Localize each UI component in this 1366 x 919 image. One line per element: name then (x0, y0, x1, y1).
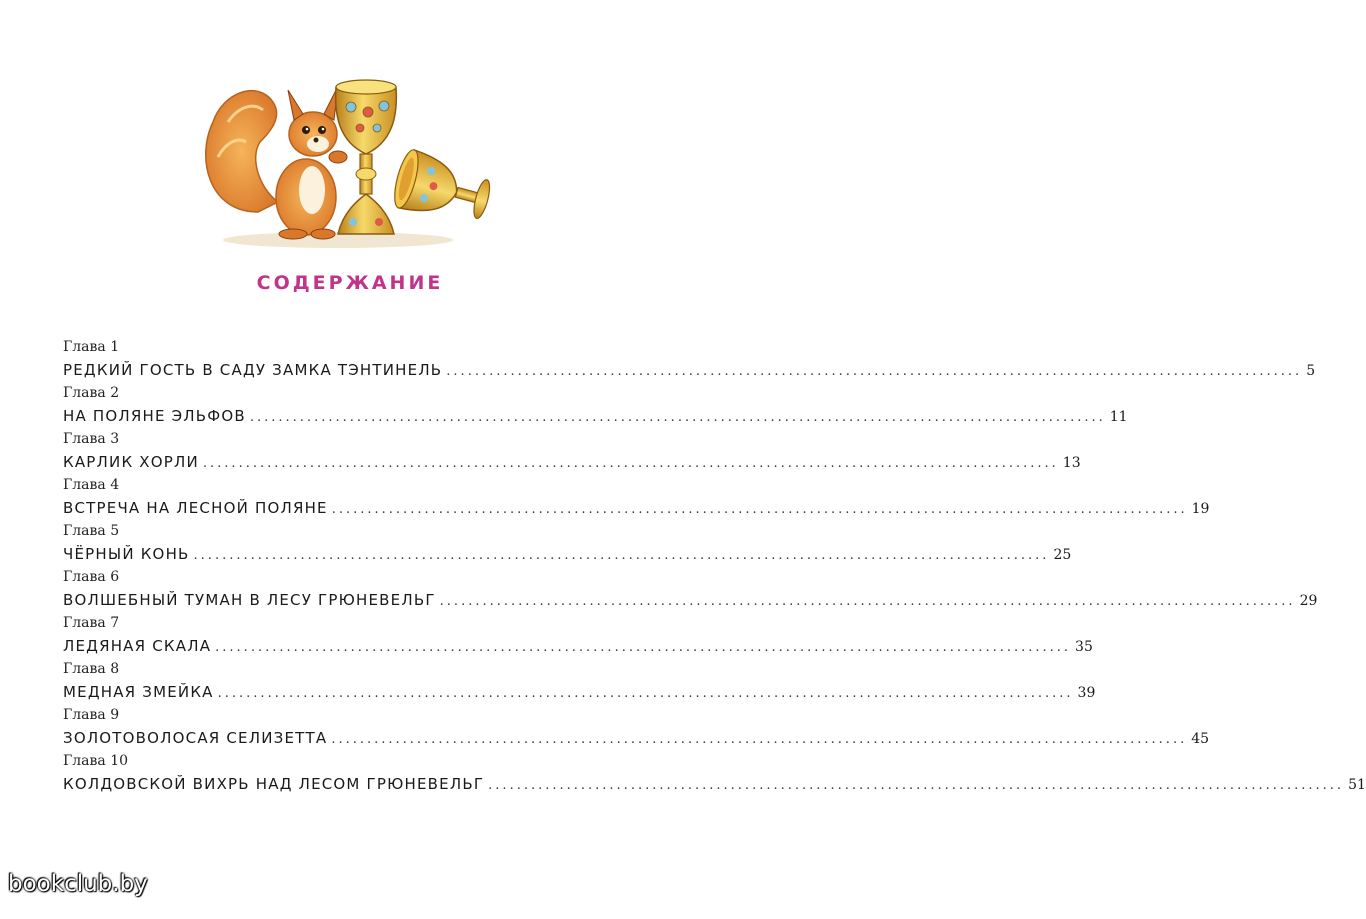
page-number: 51 (1348, 777, 1366, 793)
toc-line (63, 357, 1316, 384)
chapter-number: Глава 1 (63, 339, 120, 355)
chapter-number: Глава 5 (63, 523, 120, 539)
toc-line (63, 449, 1081, 476)
toc-line (63, 725, 1210, 752)
chapter-number: Глава 4 (63, 477, 120, 493)
dot-leader: ........................................................................................................................ (249, 410, 1106, 425)
toc-entry (63, 476, 1210, 522)
page-number: 19 (1191, 501, 1210, 517)
dot-leader: ........................................................................................................................ (193, 548, 1050, 563)
chapter-title: КОЛДОВСКОЙ ВИХРЬ НАД ЛЕСОМ ГРЮНЕВЕЛЬГ (63, 775, 485, 793)
toc-entry (63, 338, 1316, 384)
toc-entry (63, 614, 1093, 660)
dot-leader: ........................................................................................................................ (331, 732, 1188, 747)
dot-leader: ........................................................................................................................ (217, 686, 1074, 701)
toc-entry (63, 752, 1366, 798)
toc-entry (63, 522, 1072, 568)
toc-entry (63, 568, 1318, 614)
chapter-number: Глава 7 (63, 615, 120, 631)
toc-entry (63, 706, 1210, 752)
chapter-title: ЧЁРНЫЙ КОНЬ (63, 545, 190, 563)
chapter-title: ЗОЛОТОВОЛОСАЯ СЕЛИЗЕТТА (63, 729, 328, 747)
chapter-number: Глава 6 (63, 569, 120, 585)
page-number: 25 (1053, 547, 1072, 563)
page-number: 13 (1062, 455, 1081, 471)
dot-leader: ........................................................................................................................ (488, 778, 1345, 793)
page-number: 45 (1191, 731, 1210, 747)
chapter-title: РЕДКИЙ ГОСТЬ В САДУ ЗАМКА ТЭНТИНЕЛЬ (63, 361, 443, 379)
page-number: 5 (1306, 363, 1316, 379)
watermark: bookclub.by (8, 871, 148, 897)
chapter-number: Глава 2 (63, 385, 120, 401)
chapter-title: НА ПОЛЯНЕ ЭЛЬФОВ (63, 407, 246, 425)
chapter-number: Глава 8 (63, 661, 120, 677)
dot-leader: ........................................................................................................................ (215, 640, 1072, 655)
dot-leader: ........................................................................................................................ (439, 594, 1296, 609)
toc-line (63, 587, 1318, 614)
toc-line (63, 495, 1210, 522)
chapter-title: ЛЕДЯНАЯ СКАЛА (63, 637, 212, 655)
chapter-number: Глава 3 (63, 431, 120, 447)
toc-line (63, 633, 1093, 660)
chapter-title: КАРЛИК ХОРЛИ (63, 453, 199, 471)
chapter-title: ВОЛШЕБНЫЙ ТУМАН В ЛЕСУ ГРЮНЕВЕЛЬГ (63, 591, 436, 609)
chapter-title: ВСТРЕЧА НА ЛЕСНОЙ ПОЛЯНЕ (63, 499, 328, 517)
toc-entry (63, 660, 1096, 706)
toc-entry (63, 384, 1128, 430)
contents-heading: СОДЕРЖАНИЕ (256, 272, 444, 294)
dot-leader: ........................................................................................................................ (202, 456, 1059, 471)
chapter-number: Глава 10 (63, 753, 129, 769)
squirrel-goblets-illustration (188, 62, 488, 252)
chapter-title: МЕДНАЯ ЗМЕЙКА (63, 683, 214, 701)
toc-entry (63, 430, 1081, 476)
toc-line (63, 771, 1366, 798)
page-number: 39 (1077, 685, 1096, 701)
page-number: 35 (1075, 639, 1093, 655)
toc-line (63, 403, 1128, 430)
dot-leader: ........................................................................................................................ (331, 502, 1188, 517)
page-number: 11 (1109, 409, 1128, 425)
table-of-contents (63, 338, 1366, 798)
toc-line (63, 541, 1072, 568)
toc-line (63, 679, 1096, 706)
dot-leader: ........................................................................................................................ (446, 364, 1303, 379)
page-number: 29 (1299, 593, 1318, 609)
chapter-number: Глава 9 (63, 707, 120, 723)
